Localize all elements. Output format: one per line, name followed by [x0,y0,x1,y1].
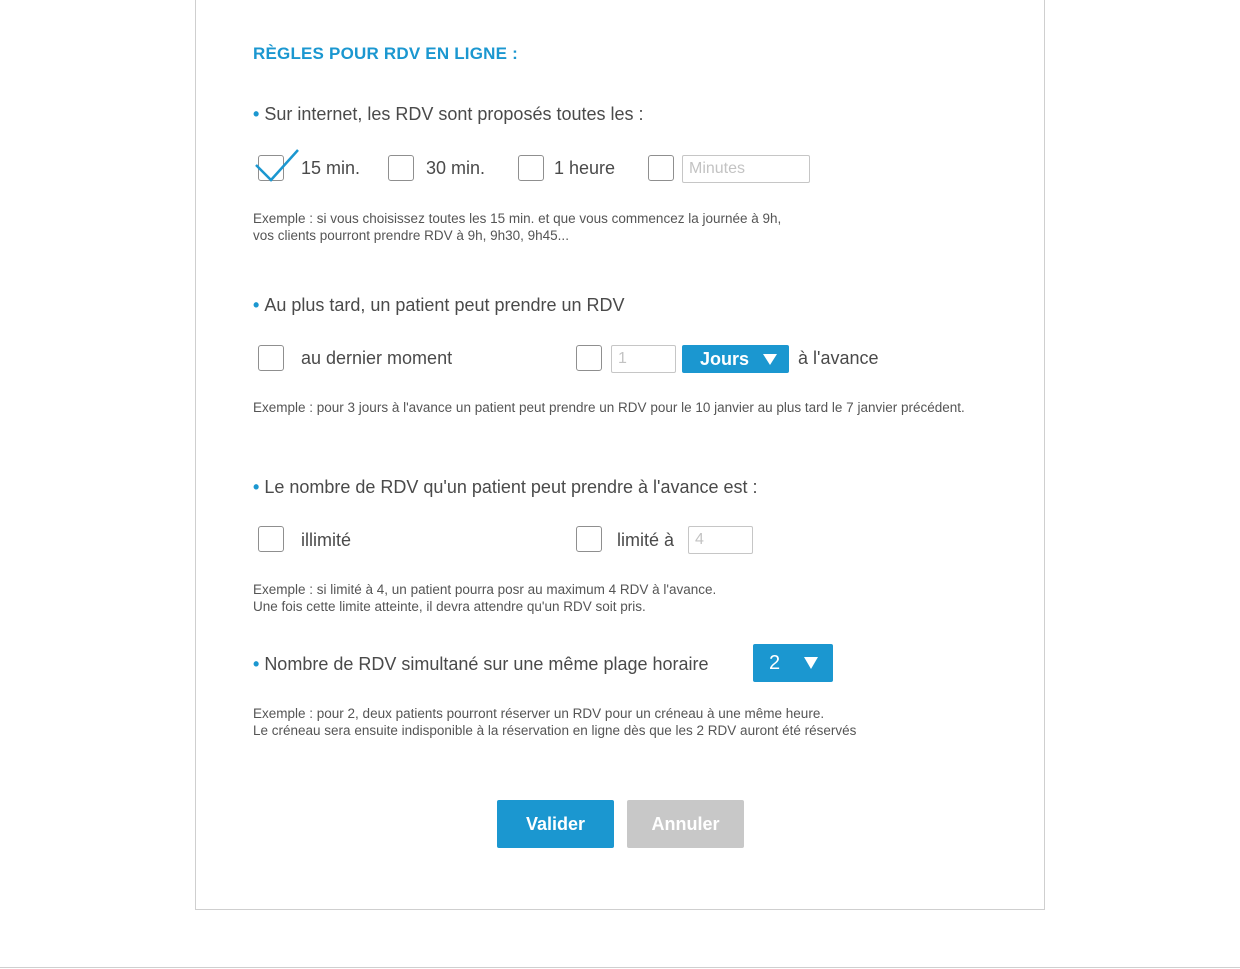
footer-divider [0,967,1240,968]
count-example-line2: Une fois cette limite atteinte, il devra attendre qu'un RDV soit pris. [253,599,646,614]
advance-days-input[interactable] [611,345,676,373]
simultaneous-question [253,654,709,675]
cancel-button[interactable]: Annuler [627,800,744,848]
interval-example-line1: Exemple : si vous choisissez toutes les 15 min. et que vous commencez la journée à 9h, [253,211,782,226]
interval-question-text: Sur internet, les RDV sont proposés toutes les : [264,104,644,124]
interval-minutes-input[interactable] [682,155,810,183]
simultaneous-example-line1: Exemple : pour 2, deux patients pourront réserver un RDV pour un créneau à une même heure. [253,706,825,721]
latest-question [253,295,625,316]
chevron-down-icon [763,354,777,365]
advance-label: à l'avance [798,348,879,368]
simultaneous-question-text: Nombre de RDV simultané sur une même plage horaire [264,654,709,674]
unlimited-checkbox[interactable] [258,526,284,552]
checkmark-icon [252,144,304,186]
interval-15-label: 15 min. [301,158,361,178]
validate-button[interactable]: Valider [497,800,614,848]
latest-question-text: Au plus tard, un patient peut prendre un RDV [264,295,625,315]
last-moment-checkbox[interactable] [258,345,284,371]
limited-label: limité à [617,530,675,550]
simultaneous-select[interactable] [753,644,833,682]
latest-example: Exemple : pour 3 jours à l'avance un patient peut prendre un RDV pour le 10 janvier au plus tard le 7 janvier précédent. [253,400,965,415]
interval-question [253,104,644,125]
bullet-icon: • [253,654,260,674]
section-title: RÈGLES POUR RDV EN LIGNE : [253,44,518,63]
bullet-icon: • [253,104,260,124]
unit-select-value: Jours [700,348,750,369]
unit-select[interactable] [682,345,789,373]
simultaneous-example-line2: Le créneau sera ensuite indisponible à la réservation en ligne dès que les 2 RDV auront été réservés [253,723,857,738]
settings-panel [195,0,1045,910]
count-example-line1: Exemple : si limité à 4, un patient pourra posr au maximum 4 RDV à l'avance. [253,582,717,597]
chevron-down-icon [804,657,818,669]
interval-30-checkbox[interactable] [388,155,414,181]
limit-input[interactable] [688,526,753,554]
bullet-icon: • [253,477,260,497]
advance-checkbox[interactable] [576,345,602,371]
interval-custom-checkbox[interactable] [648,155,674,181]
count-question-text: Le nombre de RDV qu'un patient peut prendre à l'avance est : [264,477,758,497]
unlimited-label: illimité [301,530,352,550]
limited-checkbox[interactable] [576,526,602,552]
interval-60-label: 1 heure [554,158,616,178]
bullet-icon: • [253,295,260,315]
count-question [253,477,758,498]
last-moment-label: au dernier moment [301,348,453,368]
simultaneous-select-value: 2 [769,651,781,674]
interval-example-line2: vos clients pourront prendre RDV à 9h, 9h30, 9h45... [253,228,569,243]
interval-30-label: 30 min. [426,158,486,178]
interval-60-checkbox[interactable] [518,155,544,181]
